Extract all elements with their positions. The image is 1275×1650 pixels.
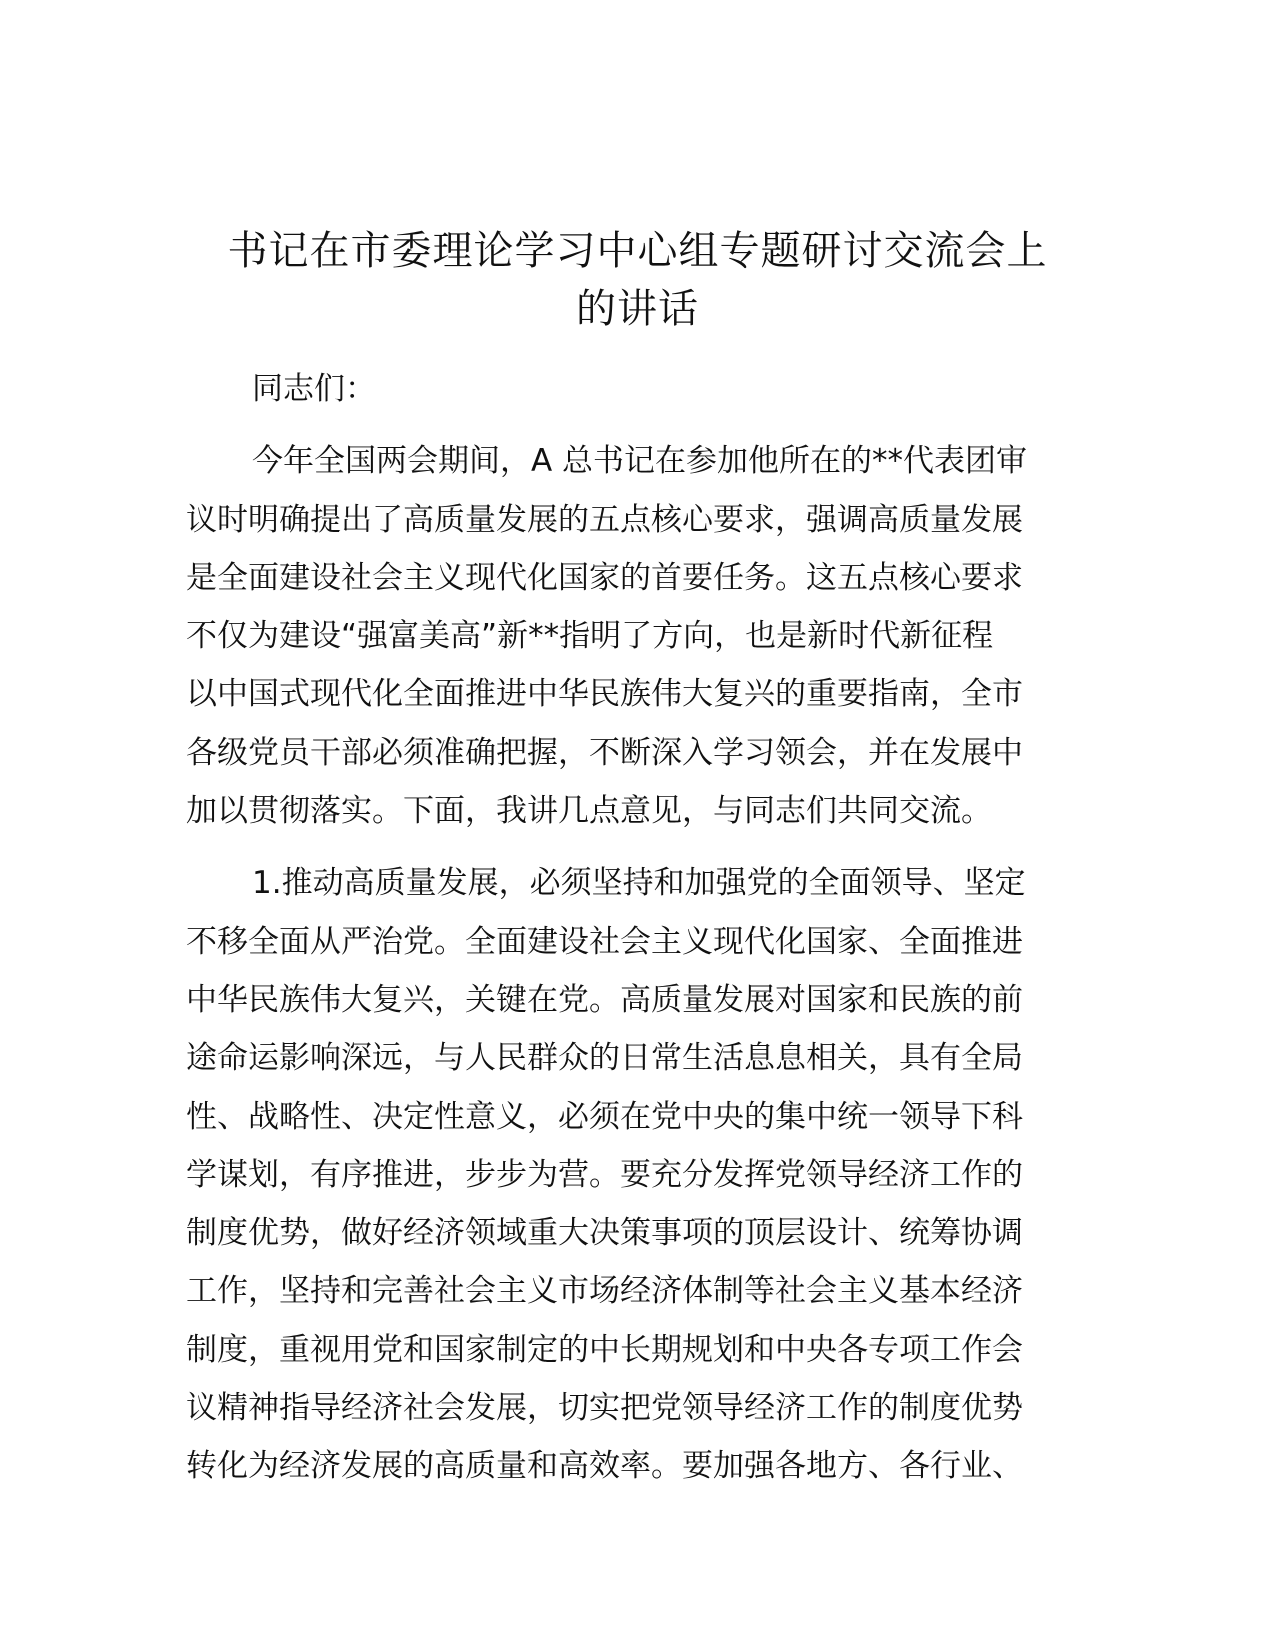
paragraph-line: 议精神指导经济社会发展，切实把党领导经济工作的制度优势 <box>186 1390 1023 1427</box>
document-title <box>150 222 1125 338</box>
paragraph-line: 途命运影响深远，与人民群众的日常生活息息相关，具有全局 <box>186 1040 1023 1077</box>
paragraph-line: 1.推动高质量发展，必须坚持和加强党的全面领导、坚定 <box>252 865 1026 902</box>
document-body <box>186 360 1086 1496</box>
paragraph-line: 性、战略性、决定性意义，必须在党中央的集中统一领导下科 <box>186 1098 1023 1135</box>
paragraph-2 <box>186 854 1086 1495</box>
paragraph-line: 学谋划，有序推进，步步为营。要充分发挥党领导经济工作的 <box>186 1156 1023 1193</box>
paragraph-line: 不仅为建设“强富美高”新**指明了方向，也是新时代新征程 <box>186 618 994 655</box>
paragraph-line: 制度，重视用党和国家制定的中长期规划和中央各专项工作会 <box>186 1331 1023 1368</box>
paragraph-spacer <box>186 840 1086 854</box>
paragraph-line: 不移全面从严治党。全面建设社会主义现代化国家、全面推进 <box>186 923 1023 960</box>
paragraph-line: 各级党员干部必须准确把握，不断深入学习领会，并在发展中 <box>186 734 1023 771</box>
paragraph-line: 议时明确提出了高质量发展的五点核心要求，强调高质量发展 <box>186 501 1023 538</box>
paragraph-spacer <box>186 418 1086 432</box>
paragraph-line: 加以贯彻落实。下面，我讲几点意见，与同志们共同交流。 <box>186 793 992 830</box>
paragraph-line: 中华民族伟大复兴，关键在党。高质量发展对国家和民族的前 <box>186 981 1023 1018</box>
paragraph-line: 制度优势，做好经济领域重大决策事项的顶层设计、统筹协调 <box>186 1215 1023 1252</box>
title-line-1: 书记在市委理论学习中心组专题研讨交流会上 <box>227 228 1048 274</box>
paragraph-line: 今年全国两会期间，A 总书记在参加他所在的**代表团审 <box>252 443 1028 480</box>
paragraph-line: 是全面建设社会主义现代化国家的首要任务。这五点核心要求 <box>186 559 1023 596</box>
paragraph-line: 工作，坚持和完善社会主义市场经济体制等社会主义基本经济 <box>186 1273 1023 1310</box>
paragraph-line: 转化为经济发展的高质量和高效率。要加强各地方、各行业、 <box>186 1448 1023 1485</box>
title-line-2: 的讲话 <box>576 286 699 332</box>
salutation: 同志们： <box>252 371 376 407</box>
paragraph-1 <box>186 432 1086 840</box>
paragraph-line: 以中国式现代化全面推进中华民族伟大复兴的重要指南，全市 <box>186 676 1023 713</box>
